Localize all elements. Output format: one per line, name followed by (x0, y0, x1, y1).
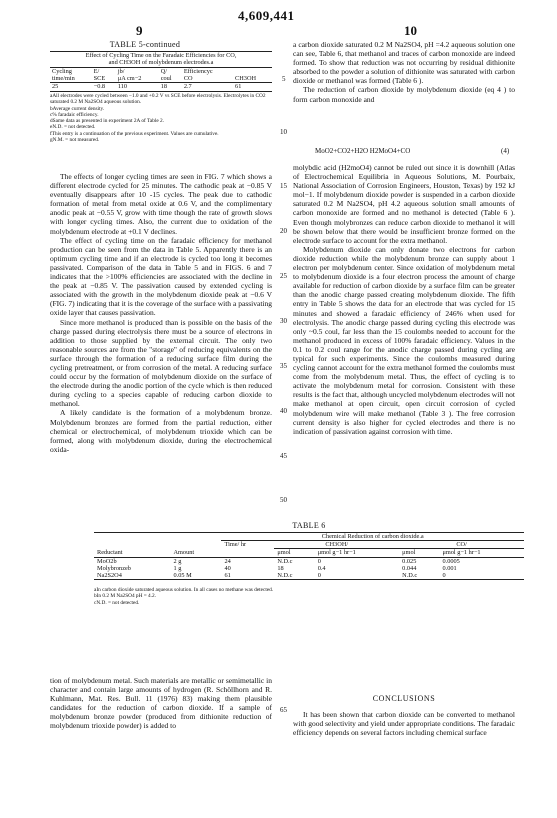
table5-head-cell: jb/ (117, 68, 125, 75)
table6-cell: Molybronzeb (97, 564, 131, 572)
paragraph: A likely candidate is the formation of a molybdenum bronze. Molybdenum bronzes are formed from the partial reduction, either chemical or electrochemical, of molybdenum trioxide which can be formed, along with molybdenum dioxide, during the electrochemical oxida- (50, 408, 272, 454)
table5-head-cell: SCE (92, 75, 116, 83)
table6-header-row (94, 549, 524, 557)
table5-footnotes (50, 93, 272, 143)
table6-cell: 1 g (173, 564, 182, 572)
table6-head-cell: μmol (277, 549, 291, 557)
line-number: 20 (280, 227, 287, 235)
table6-caption-row (94, 533, 524, 541)
table6-cell: 0.044 (402, 564, 417, 572)
paragraph: It has been shown that carbon dioxide can be converted to methanol with good selectivity and yield under appropriate conditions. The faradaic efficiency depends on several factors including chemical surface (293, 710, 515, 738)
line-number: 65 (280, 706, 287, 714)
line-number: 40 (280, 407, 287, 415)
table-row (94, 565, 524, 572)
paragraph: a carbon dioxide saturated 0.2 M Na2SO4, pH =4.2 aqueous solution one can see, Table 6, that methanol and traces of carbon monoxide are indeed formed. To show that reduction was not occurring by residual dithionite absorbed to the powder a solution of dithionite was saturated with carbon dioxide or methanol was formed (Table 6 ). (293, 40, 515, 86)
table6-cell: 18 (277, 564, 284, 572)
table5-header-row2 (50, 75, 272, 83)
table5-head-cell: coul (159, 75, 182, 83)
table6-head-time: Time/ hr (224, 541, 247, 549)
table6-group-co: CO/ (399, 541, 524, 549)
table6-cell: MoO2b (97, 557, 117, 565)
table6-head-cell: Amount (173, 548, 195, 556)
right-column-top-text (293, 40, 515, 104)
table6-cell: 0.0005 (442, 557, 460, 565)
table5-cell: 2.7 (183, 83, 192, 91)
right-column-text (293, 163, 515, 436)
table6-footnotes (94, 587, 524, 606)
table5-footnote: eN.D. = not detected. (50, 124, 96, 131)
table6-cell: 24 (224, 557, 231, 565)
table6-cell: 0 (317, 572, 321, 580)
table5-head-cell (233, 68, 272, 75)
table6-head-cell: μmol (402, 549, 416, 557)
table6-caption: Chemical Reduction of carbon dioxide.a (221, 533, 524, 541)
table5-head-cell: time/min (50, 75, 92, 83)
table6-cell: 0 (317, 557, 321, 565)
line-number: 30 (280, 317, 287, 325)
line-number: 35 (280, 362, 287, 370)
conclusions-text (293, 710, 515, 737)
paragraph: molybdic acid (H2moO4) cannot be ruled out since it is downhill (Atlas of Electrochemical Equilibria in Aqueous Solutions, M. Pourbaix, National Association of Corrosion Engineers, Houston, Texas) by 192 kJ mol−1. If molybdenum dioxide powder is suspended in a carbon dioxide saturated 0.2 M Na2SO4, pH 4.2 aqueous solution small amounts of carbon monoxide are formed and no methanol is detected (Table 6 ). Even though molybronzes can reduce carbon dioxide to methanol it will be shown below that there would be insufficient bronze formed on the electrode surface to account for the extra methanol. (293, 163, 515, 245)
paragraph: The reduction of carbon dioxide by molybdenum dioxide (eq 4 ) to form carbon monoxide and (293, 85, 515, 104)
table6-cell: 0.4 (317, 564, 326, 572)
table5-caption-line2: and CH3OH of molybdenum electrodes.a (108, 59, 214, 67)
paragraph: Since more methanol is produced than is possible on the basis of the charge passed during electrolysis there must be a source of electrons in addition to those supplied by the external circuit. The only two reasonable sources are from the "storage" of reducing equivalents on the surface through the formation of a reducing surface film during the cycling pretreatment, or from corrosion of the metal. A reducing surface could occur by the formation of molybdenum dioxide on the surface of the electrode during the anodic portion of the cycle which is then reduced during cycling to a species capable of reducing carbon dioxide to methanol. (50, 317, 272, 409)
line-number: 50 (280, 496, 287, 504)
conclusions-heading: CONCLUSIONS (372, 694, 436, 703)
table5-title: TABLE 5-continued (109, 40, 181, 49)
table6-head-cell: Reductant (97, 548, 123, 556)
table6-cell: 40 (224, 564, 231, 572)
table6-cell: 0.05 M (173, 572, 192, 580)
paragraph: Molybdenum dioxide can only donate two electrons for carbon dioxide reduction while the molybdenum bronze can supply about 1 electron per molybdenum center. Since oxidation of molybdenum metal to molybdenum dioxide is a four electron process the amount of charge available for reduction of carbon dioxide by a surface film can be greater than the anodic charge passed creating molybdenum dioxide. The fifth entry in Table 5 shows the data for an electrode that was cycled for 15 minutes and showed a faradaic efficiency of 246% when used for electrolysis. The anodic charge passed during cycling this electrode was only ~0.5 coul, far less than the 15 coulombs needed to account for the methanol produced in excess of 100% faradaic efficiency. Values in the 0.1 to 0.2 coul range for the anodic charge passed during cycling are typical for such experiments. Since the coulombs measured during cycling cannot account for the extra methanol formed the coulombs must come from the molybdenum metal. Thus, the effect of cycling is to activate the molybdenum metal for corrosion. Consistent with these results is the fact that, although uncycled molybdenum electrodes will not make methanol at open circuit, open circuit corrosion of cycled molybdenum wire will make methanol (Table 3 ). The free corrosion current density is also higher for cycled electrodes and there is no indication of passivation against corrosion with time. (293, 244, 515, 436)
left-column-bottom-text (50, 676, 272, 731)
table5-footnote: aAll electrodes were cycled between −1.0 and +0.2 V vs SCE before electrolysis. Electrolytes in CO2 saturated 0.2 M Na2SO4 aqueous solution. (50, 93, 266, 106)
table5-footnote: gN.M. = not measured. (50, 137, 100, 144)
table5-head-cell: μA cm−2 (116, 75, 159, 83)
paragraph: The effects of longer cycling times are seen in FIG. 7 which shows a different electrode cycled for 25 minutes. The cathodic peak at −0.85 V eventually disappears after 10 -15 cycles. The peak due to cathodic formation of metal from metal oxide at 0.6 V, and the complimentary anodic peak at −0.55 V, grow with time though the rate of growth slows with longer cycling times. Also, the current due to oxidation of the molybdenum electrode at +0.1 V declines. (50, 172, 272, 236)
table5-footnote: c% faradaic efficiency. (50, 111, 99, 118)
table5-cell: 61 (235, 83, 242, 91)
table6-footnote: cN.D. = not detected. (94, 599, 140, 606)
table5-cell: 18 (160, 83, 168, 91)
table6-footnote: bIn 0.2 M Na2SO4 pH = 4.2. (94, 593, 156, 600)
table5-head-cell: CO (182, 75, 233, 83)
table6-footnote: aIn carbon dioxide saturated aqueous solution. In all cases no methane was detected. (94, 587, 274, 593)
table6-cell: 61 (224, 572, 231, 580)
line-number: 5 (282, 75, 286, 83)
table6-group-ch3oh: CH3OH/ (274, 541, 399, 549)
page-number-left: 9 (136, 23, 143, 38)
line-number: 10 (280, 128, 287, 136)
line-number: 25 (280, 272, 287, 280)
table5-footnote: dSame data as presented in experiment 2A of Table 2. (50, 118, 164, 125)
table6-cell: 2 g (173, 557, 182, 565)
table6-title: TABLE 6 (292, 521, 326, 530)
table-row (94, 572, 524, 580)
table6 (94, 533, 524, 580)
table5-header-row1 (50, 68, 272, 75)
table5-cell: 25 (52, 83, 59, 91)
table5 (50, 68, 272, 91)
line-number: 15 (280, 182, 287, 190)
table5-caption-line1: Effect of Cycling Time on the Faradaic Efficiencies for CO, (85, 52, 237, 59)
table5-caption (50, 52, 272, 66)
table-row (94, 557, 524, 565)
table5-cell: 110 (117, 83, 128, 91)
left-column-text (50, 172, 272, 454)
table5-cell: −0.8 (93, 83, 106, 91)
patent-number: 4,609,441 (238, 8, 295, 23)
paragraph: tion of molybdenum metal. Such materials are metallic or semimetallic in character and contain large amounts of hydrogen (R. Schöllhorn and R. Kuhlmann, Mat. Res. Bull. 11 (1976) 83) making them plausible candidates for the reduction of carbon dioxide. If a sample of molybdenum bronze powder (produced from dithionite reduction of molybdenum trioxide powder) is added to (50, 676, 272, 731)
table6-cell: Na2S2O4 (97, 572, 122, 580)
table6-head-cell: μmol g−1 hr−1 (317, 549, 356, 557)
table5-footnote: bAverage current density. (50, 105, 105, 112)
table6-cell: N.D.c (402, 572, 418, 580)
line-number: 45 (280, 452, 287, 460)
table-row (50, 83, 272, 91)
table6-head-cell: μmol g−1 hr−1 (442, 549, 481, 557)
page-number-right: 10 (404, 23, 417, 38)
table6-cell: 0.025 (402, 557, 417, 565)
table6-group-header-row (94, 541, 524, 549)
table5-head-cell: Cycling (52, 68, 72, 75)
table5-head-cell: CH3OH (233, 75, 272, 83)
equation-number: (4) (501, 147, 510, 155)
table5-head-cell: Efficiencyc (183, 68, 213, 75)
table6-cell: N.D.c (277, 557, 293, 565)
table6-cell: N.D.c (277, 572, 293, 580)
table5-head-cell: E/ (93, 68, 100, 75)
equation-4: MoO2+CO2+H2O H2MoO4+CO (315, 147, 411, 155)
paragraph: The effect of cycling time on the faradaic efficiency for methanol production can be seen from the data in Table 5. Apparently there is an optimum cycling time and if an electrode is cycled too long it becomes passivated. Comparison of the data in Table 5 and in FIGS. 6 and 7 indicates that the >100% efficiencies are associated with the decline in the peak at −0.85 V. The passivation caused by extended cycling is associated with the growth in the molybdenum dioxide peak at −0.6 V (FIG. 7) indicating that it is the coverage of the surface with a passivating oxide layer that causes passivation. (50, 235, 272, 318)
table6-cell: 0.001 (442, 564, 457, 572)
table5-rule-bottom (50, 91, 272, 92)
table5-head-cell: Q/ (160, 68, 168, 75)
table6-cell: 0 (442, 572, 446, 580)
table5-footnote: fThis entry is a continuation of the previous experiment. Values are cumulative. (50, 130, 219, 137)
